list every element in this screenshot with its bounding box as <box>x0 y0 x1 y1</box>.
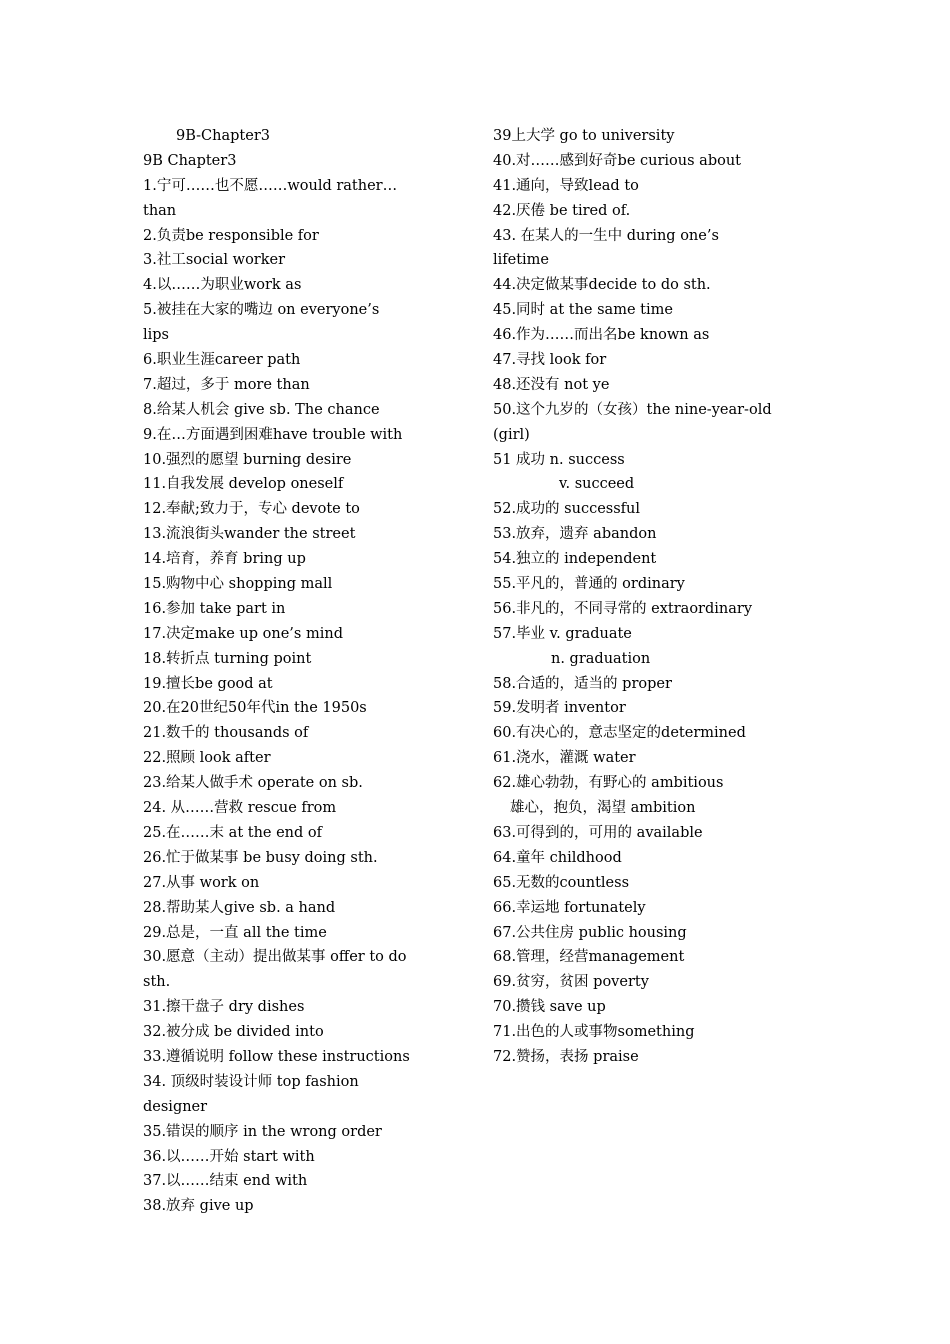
vocab-line: 69.贫穷，贫困 poverty <box>493 974 649 991</box>
vocab-line: 29.总是，一直 all the time <box>143 924 327 941</box>
vocab-line: 44.决定做某事decide to do sth. <box>493 277 711 294</box>
vocab-line: 66.幸运地 fortunately <box>493 899 646 916</box>
vocab-line: 67.公共住房 public housing <box>493 924 687 941</box>
vocab-line: 47.寻找 look for <box>493 352 607 369</box>
vocab-line: 52.成功的 successful <box>493 501 640 518</box>
vocab-line: 14.培育，养育 bring up <box>143 551 306 568</box>
vocab-line: 25.在……末 at the end of <box>143 824 323 841</box>
vocab-line: 11.自我发展 develop oneself <box>143 476 344 493</box>
left-column <box>143 124 465 1219</box>
vocab-line: 57.毕业 v. graduate <box>493 625 632 642</box>
vocab-line: 19.擅长be good at <box>143 675 273 692</box>
vocab-line: sth. <box>143 974 171 991</box>
vocab-line: 68.管理，经营management <box>493 949 685 966</box>
vocab-line: 58.合适的，适当的 proper <box>493 675 672 692</box>
vocab-line: 16.参加 take part in <box>143 600 286 617</box>
vocab-line: 39上大学 go to university <box>493 128 675 144</box>
right-column <box>493 124 815 1070</box>
vocab-line: 33.遵循说明 follow these instructions <box>143 1048 410 1065</box>
vocab-line: 15.购物中心 shopping mall <box>143 576 333 593</box>
vocab-line: 21.数千的 thousands of <box>143 725 309 742</box>
vocab-line: 56.非凡的，不同寻常的 extraordinary <box>493 600 753 617</box>
vocab-line: 53.放弃，遗弃 abandon <box>493 526 657 543</box>
vocab-line: 64.童年 childhood <box>493 849 622 866</box>
vocab-line: 9.在…方面遇到困难have trouble with <box>143 426 403 443</box>
vocab-line: 26.忙于做某事 be busy doing sth. <box>143 849 378 866</box>
vocab-line: 37.以……结束 end with <box>143 1173 308 1190</box>
vocab-line: 48.还没有 not ye <box>493 376 610 393</box>
vocab-line: 12.奉献;致力于，专心 devote to <box>143 501 360 518</box>
vocab-line: 61.浇水，灌溉 water <box>493 750 636 767</box>
vocab-line: than <box>143 202 177 219</box>
vocab-line: 32.被分成 be divided into <box>143 1024 324 1041</box>
vocab-line: designer <box>143 1098 208 1115</box>
vocab-line: 8.给某人机会 give sb. The chance <box>143 401 380 418</box>
vocab-line: 20.在20世纪50年代in the 1950s <box>143 700 367 717</box>
vocab-line: 35.错误的顺序 in the wrong order <box>143 1123 382 1140</box>
vocab-line: 42.厌倦 be tired of. <box>493 202 631 219</box>
vocab-line: (girl) <box>493 426 530 443</box>
vocab-line: 36.以……开始 start with <box>143 1148 315 1165</box>
vocab-line: 60.有决心的，意志坚定的determined <box>493 725 746 742</box>
vocab-line: 59.发明者 inventor <box>493 700 626 717</box>
vocab-line: 3.社工social worker <box>143 252 286 269</box>
vocab-line: 17.决定make up one’s mind <box>143 625 343 642</box>
vocab-line: 63.可得到的，可用的 available <box>493 824 703 841</box>
vocab-line: 10.强烈的愿望 burning desire <box>143 451 352 468</box>
vocab-line: 30.愿意（主动）提出做某事 offer to do <box>143 949 407 966</box>
vocab-line: lips <box>143 327 169 344</box>
vocab-line: 41.通向，导致lead to <box>493 177 639 194</box>
vocab-line: 46.作为……而出名be known as <box>493 327 710 344</box>
vocab-line: 2.负责be responsible for <box>143 227 319 244</box>
vocab-line: 24. 从……营救 rescue from <box>143 800 337 817</box>
vocab-line: 18.转折点 turning point <box>143 650 312 667</box>
vocab-line: 40.对……感到好奇be curious about <box>493 152 742 169</box>
vocab-line: 43. 在某人的一生中 during one’s <box>493 227 719 244</box>
vocab-line: 6.职业生涯career path <box>143 352 301 369</box>
document-title: 9B-Chapter3 <box>176 128 270 144</box>
vocab-line: 51 成功 n. success <box>493 451 625 468</box>
vocab-line: 34. 顶级时装设计师 top fashion <box>143 1073 359 1090</box>
vocab-line: v. succeed <box>559 476 635 493</box>
vocab-line: 5.被挂在大家的嘴边 on everyone’s <box>143 302 380 319</box>
vocab-line: 65.无数的countless <box>493 874 630 891</box>
vocab-line: 38.放弃 give up <box>143 1198 254 1215</box>
vocab-line: 50.这个九岁的（女孩）the nine-year-old <box>493 401 772 418</box>
vocab-line: 55.平凡的，普通的 ordinary <box>493 576 685 593</box>
vocab-line: 7.超过，多于 more than <box>143 376 310 393</box>
vocab-line: 54.独立的 independent <box>493 551 657 568</box>
vocab-line: 27.从事 work on <box>143 874 260 891</box>
vocab-line: 4.以……为职业work as <box>143 277 302 294</box>
vocab-line: 70.攒钱 save up <box>493 999 606 1016</box>
document-subtitle: 9B Chapter3 <box>143 152 237 169</box>
vocab-line: 71.出色的人或事物something <box>493 1024 695 1041</box>
vocab-line: 72.赞扬，表扬 praise <box>493 1048 639 1065</box>
vocab-line: 31.擦干盘子 dry dishes <box>143 999 305 1016</box>
vocab-line: 13.流浪街头wander the street <box>143 526 356 543</box>
vocab-line: 45.同时 at the same time <box>493 302 673 319</box>
vocab-line: 62.雄心勃勃，有野心的 ambitious <box>493 775 724 792</box>
vocab-line: n. graduation <box>551 650 651 667</box>
vocab-line: 22.照顾 look after <box>143 750 271 767</box>
vocab-line: 28.帮助某人give sb. a hand <box>143 899 336 916</box>
vocab-line: lifetime <box>493 252 550 269</box>
vocab-line: 23.给某人做手术 operate on sb. <box>143 775 363 792</box>
vocab-line: 1.宁可……也不愿……would rather… <box>143 177 398 194</box>
vocab-line: 雄心，抱负，渴望 ambition <box>510 800 696 817</box>
